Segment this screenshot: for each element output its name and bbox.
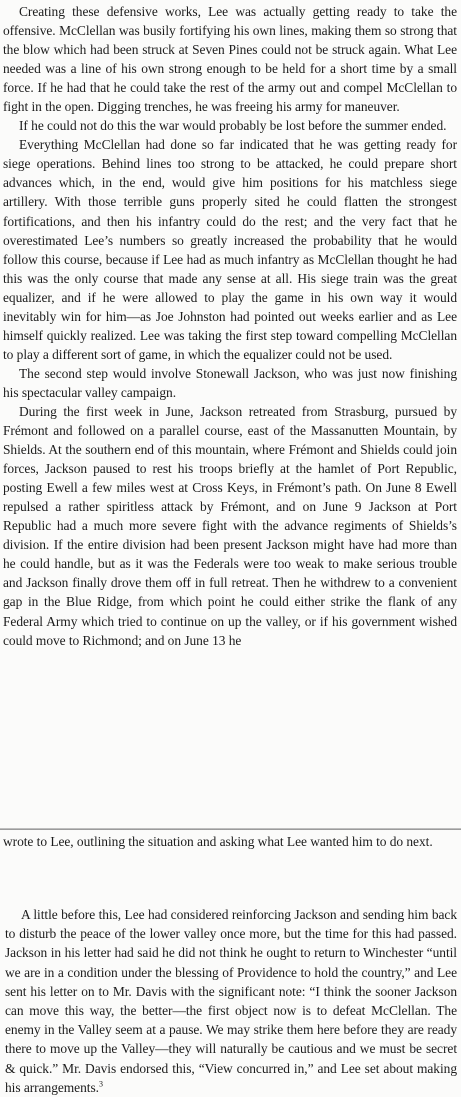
continuation-text-block xyxy=(3,832,457,851)
paragraph-second-step: The second step would involve Stonewall Jackson, who was just now finishing his spectacular valley campaign. xyxy=(3,365,457,400)
lower-text-block xyxy=(5,905,457,1097)
paragraph-siege-operations: Everything McClellan had done so far indicated that he was getting ready for siege operations. Behind lines too strong to be attacked, he could prepare short advances which, in the end, would give him positions for his matchless siege artillery. With those terrible guns properly sited he could flatten the strongest fortifications, and then his infantry could do the rest; and the very fact that he overestimated Lee’s numbers so greatly increased the probability that he would follow this course, because if Lee had as much infantry as McClellan thought he had this was the only course that made any sense at all. His siege train was the great equalizer, and if he were allowed to play the game in his own way it would inevitably win for him—as Joe Johnston had pointed out weeks earlier and as Lee himself quickly realized. Lee was taking the first step toward compelling McClellan to play a different sort of game, in which the equalizer could not be used. xyxy=(3,137,457,362)
page-fold-line xyxy=(0,828,461,830)
paragraph-continuation: wrote to Lee, outlining the situation and asking what Lee wanted him to do next. xyxy=(3,834,433,849)
paragraph-war-lost: If he could not do this the war would probably be lost before the summer ended. xyxy=(19,118,447,134)
paragraph-reinforcing-jackson xyxy=(5,905,457,1097)
upper-text-block xyxy=(3,2,457,650)
paragraph-text: A little before this, Lee had considered reinforcing Jackson and sending him back to disturb the peace of the lower valley once more, but the time for this had passed. Jackson in his letter had said he did not think he ought to return to Winchester “until we are in a condition under the blessing of Providence to hold the country,” and Lee sent his letter on to Mr. Davis with the significant note: “I think the sooner Jackson can move this way, the better—the first object now is to defeat McClellan. The enemy in the Valley seem at a pause. We may strike them here before they are ready there to move up the Valley—they will naturally be cautious and we must be secret & quick.” Mr. Davis endorsed this, “View concurred in,” and Lee set about making his arrangements. xyxy=(5,907,457,1095)
footnote-marker: 3 xyxy=(98,1079,103,1089)
paragraph-defensive-works: Creating these defensive works, Lee was actually getting ready to take the offensive. McClellan was busily fortifying his own lines, making them so strong that the blow which had been struck at Seven Pines could not be struck again. What Lee needed was a line of his own strong enough to be held for a short time by a small force. If he had that he could take the rest of the army out and compel McClellan to fight in the open. Digging trenches, he was freeing his army for maneuver. xyxy=(3,4,457,115)
paragraph-valley-campaign: During the first week in June, Jackson retreated from Strasburg, pursued by Frémont and followed on a parallel course, east of the Massanutten Mountain, by Shields. At the southern end of this mountain, where Frémont and Shields could join forces, Jackson paused to rest his troops briefly at the hamlet of Port Republic, posting Ewell a few miles west at Cross Keys, in Frémont’s path. On June 8 Ewell repulsed a rather spiritless attack by Frémont, and on June 9 Jackson at Port Republic had a much more severe fight with the advance regiments of Shields’s division. If the entire division had been present Jackson might have had more than he could handle, but as it was the Federals were too weak to make serious trouble and Jackson finally drove them off in full retreat. Then he withdrew to a convenient gap in the Blue Ridge, from which point he could either strike the flank of any Federal Army which tried to continue on up the valley, or if his government wished could move to Richmond; and on June 13 he xyxy=(3,403,457,648)
